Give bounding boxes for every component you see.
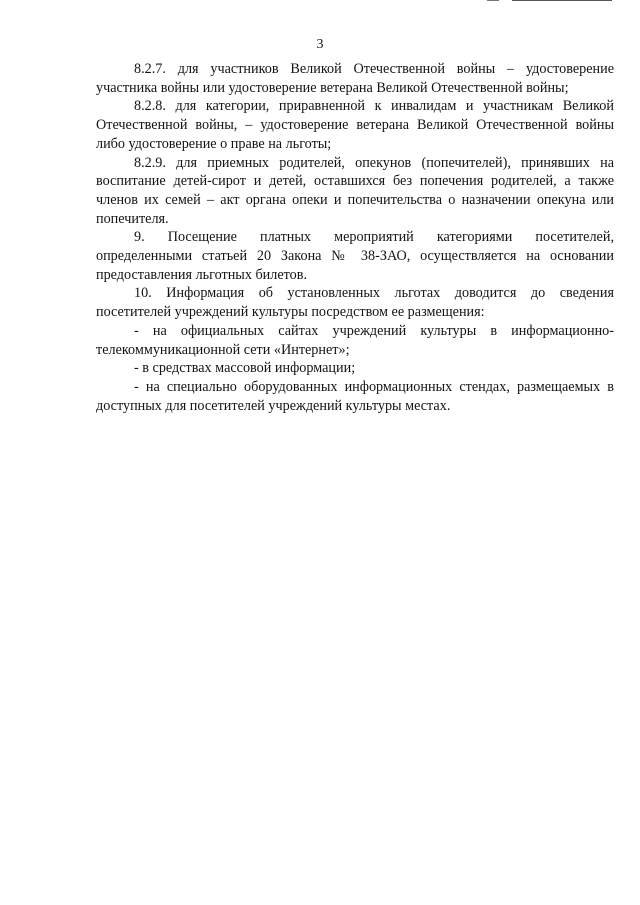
list-item-websites: - на официальных сайтах учреждений культуры в информационно-телекоммуникационной сети «Интернет»; [96,322,614,358]
list-item-stands: - на специально оборудованных информационных стендах, размещаемых в доступных для посетителей учреждений культуры местах. [96,378,614,414]
paragraph-8-2-8: 8.2.8. для категории, приравненной к инвалидам и участникам Великой Отечественной войны, – удостоверение ветерана Великой Отечественной войны либо удостоверение о праве на льготы; [96,98,614,152]
paragraph-8-2-7: 8.2.7. для участников Великой Отечественной войны – удостоверение участника войны или удостоверение ветерана Великой Отечественной войны; [96,61,614,96]
list-item-media: - в средствах массовой информации; [134,360,356,377]
header-mark [487,0,499,1]
page-number: 3 [316,37,324,52]
document-body [96,60,614,415]
paragraph-10: 10. Информация об установленных льготах доводится до сведения посетителей учреждений культуры посредством ее размещения: [96,285,614,321]
header-rule [512,0,612,1]
paragraph-9: 9. Посещение платных мероприятий категориями посетителей, определенными статьей 20 Закона № 38-ЗАО, осуществляется на основании предоставления льготных билетов. [96,229,614,283]
paragraph-8-2-9: 8.2.9. для приемных родителей, опекунов (попечителей), принявших на воспитание детей-сирот и детей, оставшихся без попечения родителей, а также членов их семей – акт органа опеки и попечительства о назначении опекуна или попечителя. [96,154,614,227]
